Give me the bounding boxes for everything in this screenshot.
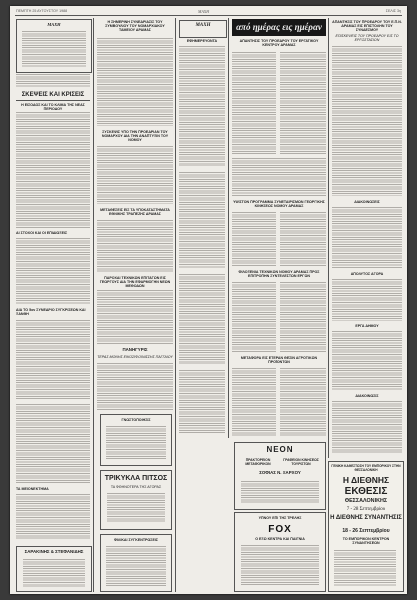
col3-masthead bbox=[179, 20, 227, 38]
body-text bbox=[232, 158, 326, 196]
fair-ad-line1: Η ΔΙΕΘΝΗΣ bbox=[342, 475, 390, 485]
fox-ad-pre: ΥΠΝΟΥ ΕΠΙ ΤΗΣ ΤΡΕΛΗΣ bbox=[258, 516, 302, 520]
body-text bbox=[232, 368, 276, 436]
fair-ad-line2: ΕΚΘΕΣΙΣ bbox=[344, 486, 388, 497]
body-text bbox=[332, 331, 402, 391]
body-text bbox=[179, 370, 225, 434]
lead-headline: Η ΕΙΣΟΔΟΣ ΚΑΙ ΤΟ ΚΛΙΜΑ ΤΗΣ ΝΕΑΣ ΠΕΡΙΟΔΟΥ bbox=[21, 103, 85, 112]
body-text bbox=[97, 38, 173, 126]
body-text bbox=[179, 274, 225, 364]
section-rule bbox=[16, 100, 90, 101]
masthead-box-text bbox=[22, 31, 86, 67]
body-text bbox=[179, 172, 225, 268]
neon-ad-name: ΣΟΦΙΑΣ Ν. ΞΑΡΧΟΥ bbox=[259, 470, 301, 475]
daily-column-banner: από ημέρας εις ημέραν bbox=[232, 19, 326, 36]
body-text bbox=[232, 212, 276, 266]
body-text bbox=[280, 212, 326, 266]
body-text bbox=[16, 320, 90, 400]
side-heading-b: ΑΠΟΛΥΤΟΣ ΑΓΟΡΑ bbox=[350, 272, 384, 276]
fair-ad bbox=[328, 461, 404, 592]
advert-title: ΣΑΡΑΚΙΝΗΣ & ΣΤΕΦΑΝΙΔΗΣ bbox=[24, 549, 84, 554]
col4-headline-5: ΦΙΛΟΞΕΝΙΑ ΤΕΧΝΙΚΩΝ ΝΟΜΟΥ ΔΡΑΜΑΣ ΠΡΟΣ ΕΠΙΤΡΟΠΗΝ ΣΥΝΤΕΛΕΣΤΩΝ ΕΡΓΩΝ bbox=[238, 270, 320, 279]
body-text bbox=[97, 146, 173, 204]
fox-ad-text bbox=[241, 545, 319, 585]
fox-ad-logo: FOX bbox=[268, 524, 292, 535]
side-heading-d: ΔΙΑΚΟΙΝΩΣΙΣ bbox=[355, 394, 379, 398]
tricycle-ad-sub: ΤΑ ΦΘΗΝΟΤΕΡΑ ΤΗΣ ΑΓΟΡΑΣ bbox=[110, 485, 162, 489]
col4-headline-4: ΥΨΙΣΤΟΝ ΠΡΟΓΡΑΜΜΑ ΣΥΝΕΤΑΙΡΙΣΜΩΝ ΓΕΩΡΓΙΚΗΣ ΚΙΝΗΣΕΩΣ ΝΟΜΟΥ ΔΡΑΜΑΣ bbox=[233, 200, 325, 209]
body-text bbox=[280, 52, 326, 154]
body-text bbox=[16, 404, 90, 484]
body-text bbox=[16, 238, 90, 304]
body-text bbox=[232, 52, 276, 154]
notice-text bbox=[106, 426, 166, 460]
body-text bbox=[16, 112, 90, 228]
subhead-c: ΤΑ ΜΕΙΟΝΕΚΤΗΜΑ bbox=[16, 487, 49, 491]
advert-box bbox=[16, 546, 92, 592]
neon-ad-left: ΠΡΑΚΤΟΡΕΙΟΝ ΜΕΤΑΦΟΡΙΚΟΝ bbox=[245, 458, 271, 466]
tricycle-ad bbox=[100, 470, 172, 530]
col2-headline-3: ΜΕΤΑΘΕΣΕΙΣ ΕΙΣ ΤΑ ΥΠΟΚΑΤΑΣΤΗΜΑΤΑ ΕΘΝΙΚΗΣ ΤΡΑΠΕΖΗΣ ΔΡΑΜΑΣ bbox=[100, 208, 170, 217]
header-rule bbox=[15, 15, 402, 16]
body-text bbox=[97, 363, 173, 411]
column-divider bbox=[175, 18, 176, 592]
neon-ad-title: ΝΕΟΝ bbox=[266, 445, 294, 454]
body-text bbox=[97, 220, 173, 272]
body-text bbox=[232, 282, 276, 352]
body-text bbox=[332, 401, 402, 453]
masthead-box-title: ΜΑΧΗ bbox=[47, 22, 61, 27]
neon-ad-text bbox=[241, 481, 319, 503]
tricycle-ad-text bbox=[107, 493, 165, 523]
fair-ad-top: ΓΕΝΙΚΗ ΚΑΘΕΣΤΩΣΗ ΤΟΥ ΕΜΠΟΡΙΚΟΥ ΣΤΗΝ ΘΕΣΣΑΛΟΝΙΚΗ bbox=[331, 464, 401, 472]
fair-ad-dates1: 7 - 28 Σεπτεμβρίου bbox=[346, 507, 386, 512]
col3-list-title: ΕΦΗΜΕΡΕΥΟΝΤΑ bbox=[186, 39, 218, 43]
body-text bbox=[16, 74, 90, 88]
body-text bbox=[97, 290, 173, 344]
body-text bbox=[332, 207, 402, 269]
body-text bbox=[179, 46, 225, 166]
column-divider bbox=[93, 18, 94, 592]
gatherings-ad bbox=[100, 534, 172, 592]
col2-headline-4: ΠΑΡΟΧΑΙ ΤΕΧΝΙΚΩΝ ΕΠΙΤΑΓΩΝ ΕΙΣ ΓΕΩΡΓΟΥΣ ΔΙΑ ΤΗΝ ΕΦΑΡΜΟΓΗΝ ΝΕΩΝ ΜΕΘΟΔΩΝ bbox=[99, 276, 171, 289]
col4-headline-1: ΑΠΑΝΤΗΣΙΣ ΤΟΥ ΠΡΟΕΔΡΟΥ ΤΟΥ ΕΡΓΑΤΙΚΟΥ ΚΕΝΤΡΟΥ ΔΡΑΜΑΣ bbox=[239, 39, 319, 48]
newspaper-page bbox=[10, 6, 407, 594]
fair-ad-line7: ΤΟ ΕΜΠΟΡΙΚΟΝ ΚΕΝΤΡΟΝ ΣΥΝΑΝΤΗΣΕΩΝ bbox=[342, 537, 390, 546]
notice-title: ΓΝΩΣΤΟΠΟΙΗΣΙΣ bbox=[121, 418, 151, 422]
body-text bbox=[16, 494, 90, 540]
col3-masthead-title: ΜΑΧΗ bbox=[195, 23, 211, 28]
col2-headline-1: Η ΣΗΜΕΡΙΝΗ ΣΥΝΕΔΡΙΑΣΙΣ ΤΟΥ ΣΥΜΒΟΥΛΙΟΥ ΤΟΥ ΝΟΜΑΡΧΙΑΚΟΥ ΤΑΜΕΙΟΥ ΔΡΑΜΑΣ bbox=[105, 20, 165, 33]
running-page: ΣΕΛΙΣ 3η bbox=[385, 9, 401, 13]
col4-headline-6: ΜΕΤΑΦΟΡΑ ΕΙΣ ΕΤΕΡΑΝ ΘΕΣΙΝ ΑΓΡΟΤΙΚΩΝ ΠΡΟΪΟΝΤΩΝ bbox=[240, 356, 318, 365]
advert-text bbox=[23, 559, 85, 587]
col5-headline-2: ΑΠΑΝΤΗΣΙΣ ΤΟΥ ΠΡΟΕΔΡΟΥ ΤΟΥ Ε.Π.Ν. ΔΡΑΜΑΣ ΕΙΣ ΕΠΙΣΤΟΛΗΝ ΤΟΥ ΣΥΝΔΕΣΜΟΥ bbox=[332, 20, 402, 33]
column-divider bbox=[228, 18, 229, 438]
fair-ad-line3: ΘΕΣΣΑΛΟΝΙΚΗΣ bbox=[344, 498, 388, 504]
neon-ad-right: ΓΡΑΦΕΙΟΝ ΚΙΝΗΣΕΩΣ ΤΟΥΡΙΣΤΩΝ bbox=[283, 458, 319, 466]
fox-ad-sub: Ο ΕΞΩ ΚΕΝΤΡΑ ΚΑΙ ΠΑΙΓΝΙΑ bbox=[255, 537, 305, 541]
body-text bbox=[332, 46, 402, 196]
section-title: ΣΚΕΨΕΙΣ ΚΑΙ ΚΡΙΣΕΙΣ bbox=[21, 92, 85, 98]
masthead-box bbox=[16, 19, 92, 73]
col5-headline-3: ΕΠΙΣΚΕΨΕΙΣ ΤΟΥ ΠΡΟΕΔΡΟΥ ΕΙΣ ΤΟ ΕΡΓΟΣΤΑΣΙΟΝ bbox=[335, 34, 399, 43]
side-heading-c: ΕΡΓΑ ΔΗΜΟΥ bbox=[355, 324, 379, 328]
notice-box bbox=[100, 414, 172, 466]
fox-ad bbox=[234, 512, 326, 592]
gatherings-title: ΦΙΛΙΚΑΙ ΣΥΓΚΕΝΤΡΩΣΕΙΣ bbox=[113, 538, 158, 542]
col2-subhead-5: ΤΕΡΑΣ ΜΟΝΗΣ ΕΙΚΟΣΙΦΟΙΝΙΣΣΗΣ ΠΑΓΓΑΙΟΥ bbox=[97, 355, 173, 359]
fair-ad-line5: Η ΔΙΕΘΝΗΣ ΣΥΝΑΝΤΗΣΙΣ bbox=[330, 515, 402, 521]
running-date: ΠΕΜΠΤΗ 25 ΑΥΓΟΥΣΤΟΥ 1988 bbox=[16, 9, 68, 13]
body-text bbox=[280, 282, 326, 352]
body-text bbox=[280, 368, 326, 436]
col2-headline-2: ΣΥΣΚΕΨΙΣ ΥΠΟ ΤΗΝ ΠΡΟΕΔΡΙΑΝ ΤΟΥ ΝΟΜΑΡΧΟΥ ΔΙΑ ΤΗΝ ΑΝΑΠΤΥΞΙΝ ΤΟΥ ΝΟΜΟΥ bbox=[101, 130, 169, 143]
col2-headline-5: ΠΑΝΗΓΥΡΙΣ bbox=[122, 347, 148, 352]
fair-ad-text bbox=[334, 550, 396, 586]
body-text bbox=[332, 279, 402, 321]
fair-ad-dates2: 18 - 26 Σεπτεμβρίου bbox=[342, 528, 390, 534]
neon-ad bbox=[234, 442, 326, 510]
column-divider bbox=[328, 18, 329, 458]
subhead-b: ΔΙΑ ΤΟ 5ον ΣΥΝΕΔΡΙΟ ΣΥΓΚΡΙΣΕΩΝ ΚΑΙ ΞΑΝΘΗ bbox=[16, 308, 86, 317]
gatherings-text bbox=[106, 546, 166, 586]
side-heading-a: ΔΙΑΚΟΙΝΩΣΕΙΣ bbox=[354, 200, 380, 204]
tricycle-ad-title: ΤΡΙΚΥΚΛΑ ΠΙΤΣΟΣ bbox=[104, 475, 168, 482]
subhead-a: ΑΙ ΣΤΟΧΟΙ ΚΑΙ ΟΙ ΕΠΙΔΙΩΞΕΙΣ bbox=[16, 231, 68, 235]
running-title: ΜΑΧΗ bbox=[198, 9, 210, 14]
